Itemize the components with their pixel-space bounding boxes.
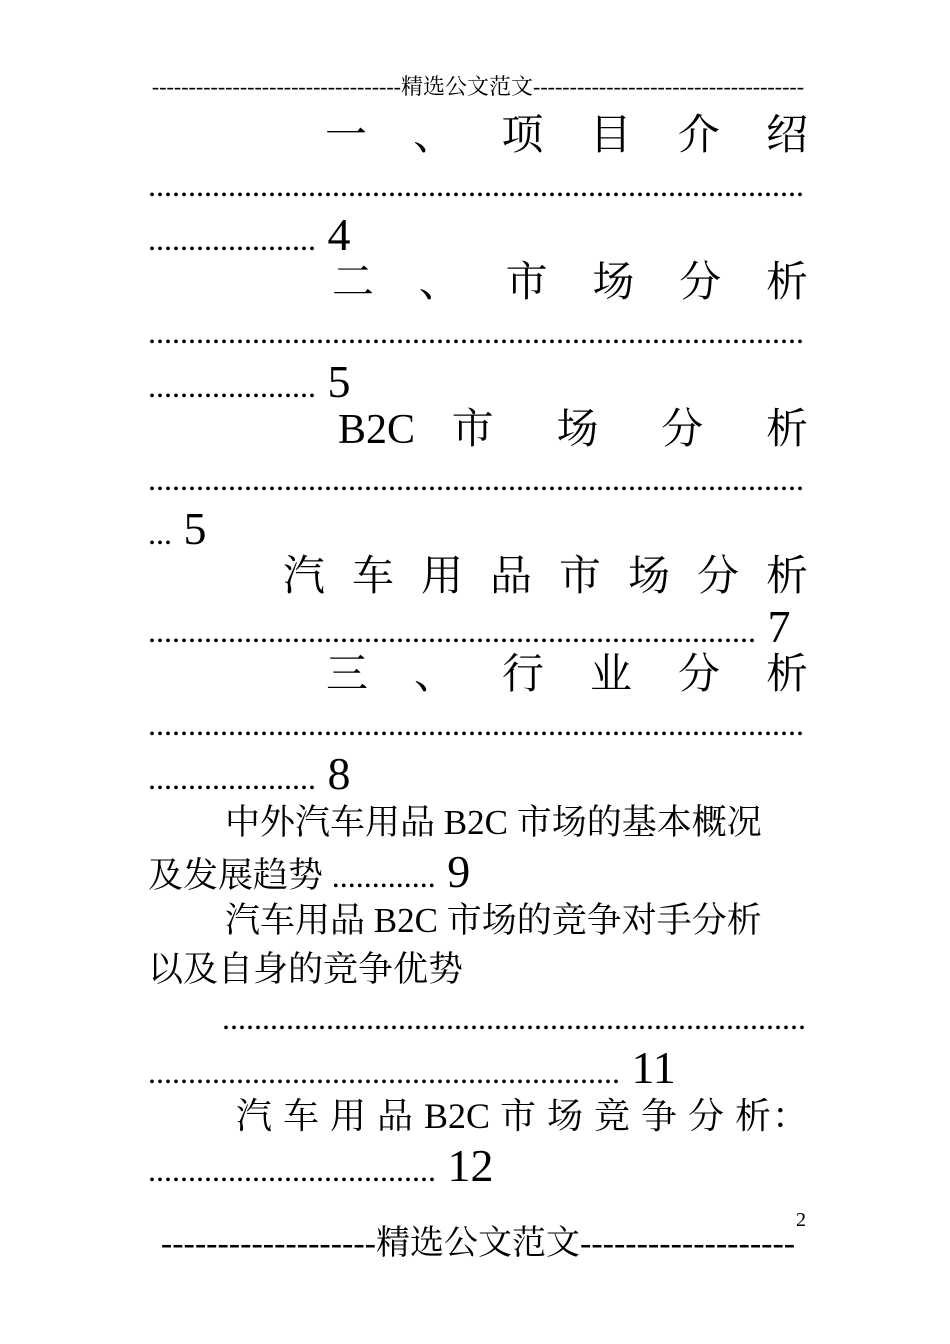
dot-leader: ......................................................................... xyxy=(222,1000,806,1036)
dot-leader: ............. xyxy=(331,858,436,894)
page-ref: 8 xyxy=(316,749,351,798)
dot-leader: .................................................................................. xyxy=(148,706,804,742)
toc-entry-text: 及发展趋势 xyxy=(148,856,332,895)
toc-line: 汽车用品 B2C 市场的竞争对手分析 xyxy=(225,901,762,940)
dot-leader: ..................... xyxy=(148,221,316,257)
page-ref: 9 xyxy=(435,847,471,896)
toc-line xyxy=(148,455,808,504)
toc-line xyxy=(148,847,808,896)
toc-line xyxy=(148,161,808,210)
page-ref: 7 xyxy=(756,602,791,651)
toc-line: 以及自身的竞争优势 xyxy=(148,950,464,989)
dot-leader: .................................... xyxy=(148,1152,436,1188)
dot-leader: ... xyxy=(148,515,172,551)
toc-line: 中外汽车用品 B2C 市场的基本概况 xyxy=(225,803,762,842)
toc-line xyxy=(148,749,808,798)
toc-line xyxy=(148,1141,808,1190)
toc-line xyxy=(148,357,808,406)
page-ref: 5 xyxy=(316,357,351,406)
toc-line xyxy=(148,1043,808,1092)
dot-leader: ..................... xyxy=(148,368,316,404)
toc-line xyxy=(148,308,808,357)
toc-line xyxy=(148,700,808,749)
toc-line xyxy=(148,210,808,259)
dot-leader: .................................................................................. xyxy=(148,314,804,350)
page-ref: 5 xyxy=(172,504,207,553)
dot-leader: ........................................................... xyxy=(148,1054,620,1090)
dot-leader: ............................................................................ xyxy=(148,613,756,649)
page-header: ----------------------------------精选公文范文------------------------------------- xyxy=(151,74,805,99)
dot-leader: ..................... xyxy=(148,760,316,796)
dot-leader: .................................................................................. xyxy=(148,461,804,497)
page-number: 2 xyxy=(796,1209,806,1231)
toc-line: 汽 车 用 品 B2C 市 场 竞 争 分 析： xyxy=(236,1096,808,1136)
page-footer: -------------------精选公文范文------------------- xyxy=(160,1225,796,1262)
toc-line xyxy=(148,602,808,651)
toc-line: 二 、 市 场 分 析 xyxy=(332,260,808,306)
page-ref: 11 xyxy=(620,1043,676,1092)
toc-body xyxy=(148,112,808,1190)
toc-line: 一 、 项 目 介 绍 xyxy=(325,113,808,159)
toc-line: 三 、 行 业 分 析 xyxy=(326,652,808,698)
page-ref: 12 xyxy=(436,1141,494,1190)
toc-line xyxy=(148,504,808,553)
toc-line xyxy=(148,994,808,1043)
page-ref: 4 xyxy=(316,210,351,259)
toc-line: 汽 车 用 品 市 场 分 析 xyxy=(283,554,808,600)
toc-line: B2C 市 场 分 析 xyxy=(338,407,808,453)
dot-leader: .................................................................................. xyxy=(148,167,804,203)
